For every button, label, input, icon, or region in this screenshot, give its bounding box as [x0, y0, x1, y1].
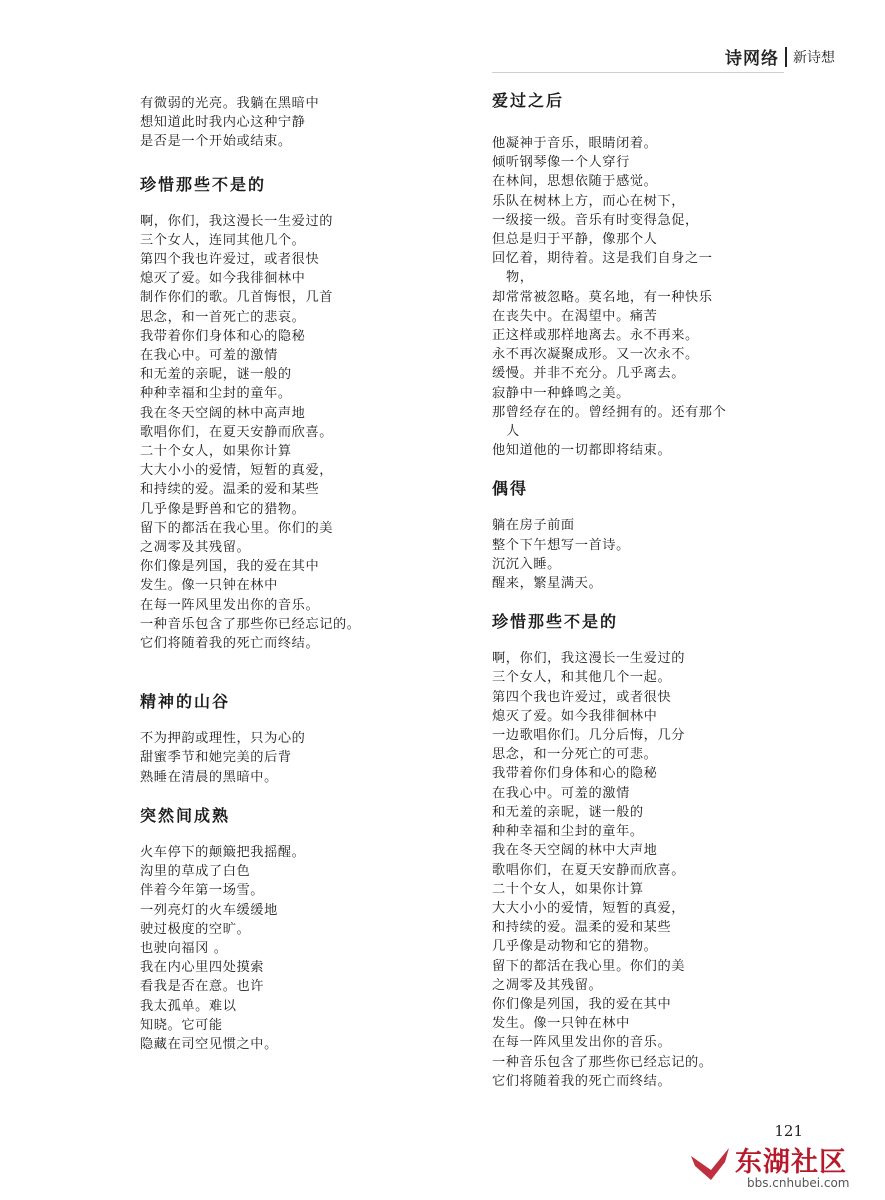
- poem-block: [492, 90, 787, 460]
- poem-line: 在丧失中。在渴望中。痛苦: [492, 308, 658, 324]
- poem-line: 在每一阵风里发出你的音乐。: [140, 597, 320, 613]
- poem-line: 熄灭了爱。如今我徘徊林中: [492, 708, 658, 724]
- watermark-logo-icon: [689, 1142, 733, 1182]
- poem-block: [140, 174, 440, 654]
- poem-line: 在我心中。可羞的激情: [140, 348, 278, 364]
- poem-line: 火车停下的颠簸把我摇醒。: [140, 844, 306, 860]
- poem-line: 一列亮灯的火车缓缓地: [140, 902, 278, 918]
- poem-line: 种种幸福和尘封的童年。: [140, 386, 292, 402]
- poem-line: 驶过极度的空旷。: [140, 921, 251, 937]
- poem-line: 它们将随着我的死亡而终结。: [140, 636, 320, 652]
- poem-block: [492, 478, 787, 593]
- poem-line: 留下的都活在我心里。你们的美: [492, 958, 686, 974]
- poem-line: 你们像是列国，我的爱在其中: [140, 559, 320, 575]
- poem-line: 我在内心里四处摸索: [140, 960, 265, 976]
- poem-line: 发生。像一只钟在林中: [140, 578, 278, 594]
- poem-line: 和无羞的亲昵，谜一般的: [492, 804, 644, 820]
- poem-line: 正这样或那样地离去。永不再来。: [492, 328, 699, 344]
- watermark-text: 东湖社区: [735, 1147, 847, 1178]
- poem-line: 沉沉入睡。: [492, 556, 561, 572]
- poem-title: 突然间成熟: [140, 805, 231, 825]
- poem-line: 乐队在树林上方，而心在树下，: [492, 193, 686, 209]
- page-number: 121: [774, 1122, 803, 1140]
- poem-line: 思念，和一分死亡的可悲。: [492, 747, 658, 763]
- poem-line: 一级接一级。音乐有时变得急促，: [492, 212, 699, 228]
- watermark-url: bbs.cnhubei.com: [747, 1176, 850, 1190]
- poem-line: 啊，你们，我这漫长一生爱过的: [492, 651, 686, 667]
- poem-line: 却常常被忽略。莫名地，有一种快乐: [492, 289, 713, 305]
- poem-title: 爱过之后: [492, 91, 565, 110]
- poem-line: 沟里的草成了白色: [140, 864, 251, 880]
- column-title: 新诗想: [793, 49, 835, 66]
- poem-line: 是否是一个开始或结束。: [140, 134, 292, 150]
- poem-line: 啊，你们，我这漫长一生爱过的: [140, 213, 334, 229]
- poem-body: [492, 649, 787, 1091]
- poem-line: 三个女人，连同其他几个。: [140, 232, 306, 248]
- poem-line: 看我是否在意。也许: [140, 979, 265, 995]
- poem-line: 我在冬天空阔的林中大声地: [492, 843, 658, 859]
- poem-line: 几乎像是动物和它的猎物。: [492, 939, 658, 955]
- poem-line: 也驶向福冈 。: [140, 940, 228, 956]
- poem-block: [492, 611, 787, 1091]
- poem-body: [140, 729, 440, 787]
- poem-title: 珍惜那些不是的: [140, 174, 267, 194]
- poem-line: 三个女人，和其他几个一起。: [492, 670, 672, 686]
- poem-line: 那曾经存在的。曾经拥有的。还有那个: [492, 404, 727, 420]
- poem-line: 一边歌唱你们。几分后悔，几分: [492, 728, 686, 744]
- poem-line: 熟睡在清晨的黑暗中。: [140, 769, 278, 785]
- poem-line: 二十个女人，如果你计算: [140, 444, 292, 460]
- poem-line: 第四个我也许爱过，或者很快: [140, 252, 320, 268]
- poem-line: 在我心中。可羞的激情: [492, 785, 630, 801]
- poem-line: 整个下午想写一首诗。: [492, 537, 630, 553]
- poem-line: 大大小小的爱情，短暂的真爱，: [140, 463, 334, 479]
- poem-line: 和无羞的亲昵，谜一般的: [140, 367, 292, 383]
- left-column: [140, 90, 440, 1054]
- poem-line: 种种幸福和尘封的童年。: [492, 824, 644, 840]
- poem-line: 在每一阵风里发出你的音乐。: [492, 1035, 672, 1051]
- poem-line: 甜蜜季节和她完美的后背: [140, 750, 292, 766]
- poem-line: 有微弱的光亮。我躺在黑暗中: [140, 96, 320, 111]
- poem-line: 他凝神于音乐，眼睛闭着。: [492, 136, 658, 151]
- poem-continuation: [140, 94, 440, 152]
- poem-line: 永不再次凝聚成形。又一次永不。: [492, 347, 699, 363]
- poem-line: 物，: [506, 270, 534, 286]
- poem-line: 和持续的爱。温柔的爱和某些: [492, 920, 672, 936]
- poem-line: 大大小小的爱情，短暂的真爱，: [492, 900, 686, 916]
- poem-block: [140, 805, 440, 1054]
- poem-line: 熄灭了爱。如今我徘徊林中: [140, 271, 306, 287]
- poem-block: [140, 691, 440, 787]
- poem-line: 我带着你们身体和心的隐秘: [140, 328, 306, 344]
- header-divider: [785, 47, 787, 67]
- poem-body: [140, 212, 440, 654]
- poem-line: 知晓。它可能: [140, 1017, 223, 1033]
- poem-line: 一种音乐包含了那些你已经忘记的。: [140, 616, 361, 632]
- poem-line: 想知道此时我内心这种宁静: [140, 115, 306, 131]
- poem-line: 缓慢。并非不充分。几乎离去。: [492, 366, 686, 382]
- running-header: [725, 44, 835, 69]
- right-column: [492, 90, 787, 1091]
- header-rule: [492, 72, 784, 73]
- poem-line: 发生。像一只钟在林中: [492, 1016, 630, 1032]
- poem-line: 你们像是列国，我的爱在其中: [492, 996, 672, 1012]
- poem-line: 我带着你们身体和心的隐秘: [492, 766, 658, 782]
- poem-line: 我太孤单。难以: [140, 998, 237, 1014]
- poem-line: 留下的都活在我心里。你们的美: [140, 520, 334, 536]
- poem-title: 偶得: [492, 479, 529, 499]
- poem-line: 几乎像是野兽和它的猎物。: [140, 501, 306, 517]
- poem-line: 歌唱你们，在夏天安静而欣喜。: [140, 424, 334, 440]
- poem-line: 倾听钢琴像一个人穿行: [492, 155, 630, 171]
- poem-line: 但总是归于平静，像那个人: [492, 232, 658, 248]
- poem-body: [492, 134, 787, 460]
- poem-line: 歌唱你们，在夏天安静而欣喜。: [492, 862, 686, 878]
- poem-line: 一种音乐包含了那些你已经忘记的。: [492, 1054, 713, 1070]
- poem-line: 隐藏在司空见惯之中。: [140, 1036, 278, 1052]
- poem-line: 和持续的爱。温柔的爱和某些: [140, 482, 320, 498]
- poem-line: 之凋零及其残留。: [492, 977, 603, 993]
- poem-body: [492, 516, 787, 593]
- poem-line: 之凋零及其残留。: [140, 540, 251, 556]
- poem-line: 寂静中一种蜂鸣之美。: [492, 385, 630, 401]
- poem-title: 精神的山谷: [140, 692, 231, 712]
- magazine-title: 诗网络: [725, 49, 779, 69]
- poem-line: 制作你们的歌。几首悔恨，几首: [140, 290, 334, 306]
- poem-line: 人: [506, 424, 520, 440]
- poem-line: 它们将随着我的死亡而终结。: [492, 1073, 672, 1089]
- poem-line: 第四个我也许爱过，或者很快: [492, 689, 672, 705]
- poem-line: 思念，和一首死亡的悲哀。: [140, 309, 306, 325]
- poem-line: 我在冬天空阔的林中高声地: [140, 405, 306, 421]
- poem-line: 不为押韵或理性，只为心的: [140, 731, 306, 747]
- poem-title: 珍惜那些不是的: [492, 612, 619, 632]
- poem-line: 伴着今年第一场雪。: [140, 883, 265, 899]
- poem-line: 回忆着，期待着。这是我们自身之一: [492, 251, 713, 267]
- poem-line: 醒来，繁星满天。: [492, 576, 603, 592]
- poem-line: 二十个女人，如果你计算: [492, 881, 644, 897]
- site-watermark: [689, 1138, 879, 1196]
- poem-line: 在林间，思想依随于感觉。: [492, 174, 658, 190]
- poem-line: 躺在房子前面: [492, 518, 575, 534]
- poem-body: [140, 843, 440, 1054]
- poem-line: 他知道他的一切都即将结束。: [492, 443, 672, 459]
